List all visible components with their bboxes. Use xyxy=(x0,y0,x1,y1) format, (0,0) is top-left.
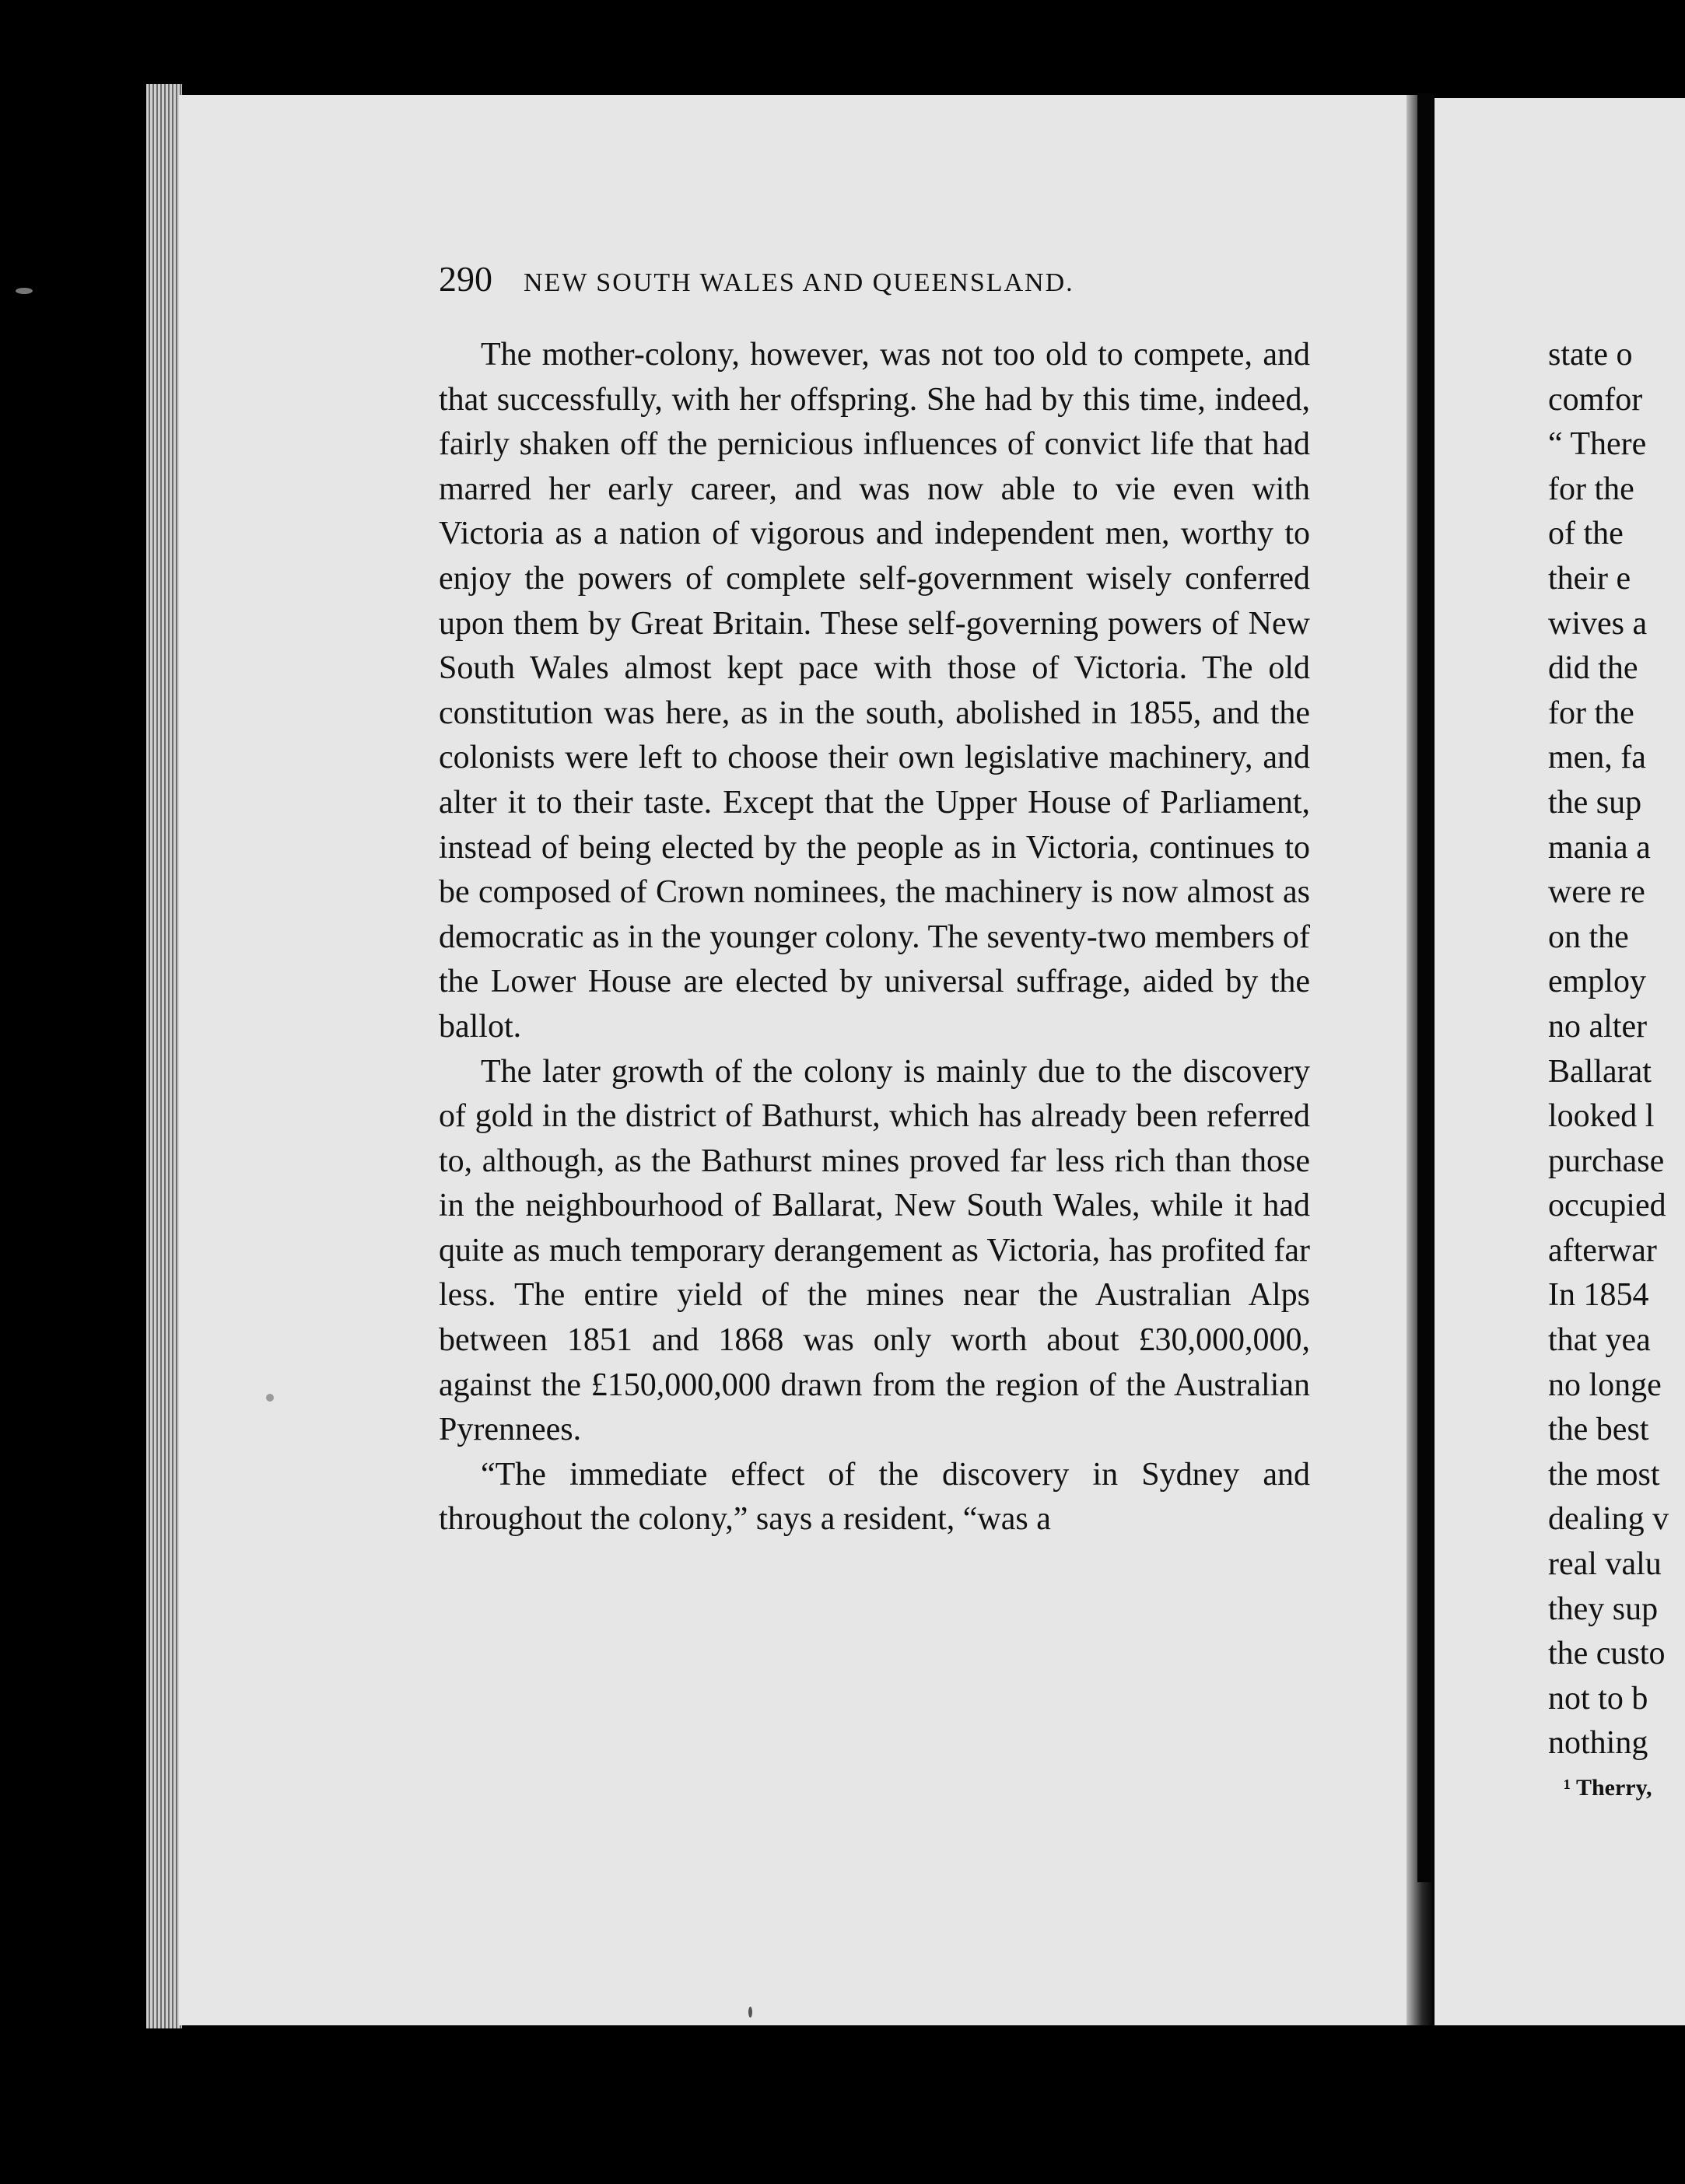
facing-footnote: ¹ Therry, xyxy=(1564,1775,1652,1801)
facing-line: for the xyxy=(1548,471,1634,507)
scan-speck xyxy=(16,288,33,294)
facing-line: the sup xyxy=(1548,784,1642,821)
body-text xyxy=(439,333,1310,1542)
scan-speck xyxy=(748,2007,752,2018)
facing-line: the custo xyxy=(1548,1636,1666,1672)
facing-line: “ There xyxy=(1548,426,1647,463)
facing-line: comfor xyxy=(1548,381,1643,418)
running-head-title: NEW SOUTH WALES AND QUEENSLAND. xyxy=(524,268,1074,297)
facing-line: looked l xyxy=(1548,1098,1655,1135)
facing-line: mania a xyxy=(1548,829,1651,866)
facing-line: afterwar xyxy=(1548,1232,1657,1269)
facing-line: real valu xyxy=(1548,1546,1662,1583)
facing-line: occupied xyxy=(1548,1188,1666,1224)
facing-line: not to b xyxy=(1548,1680,1648,1717)
facing-line: the most xyxy=(1548,1456,1660,1493)
facing-line: Ballarat xyxy=(1548,1053,1652,1090)
facing-line: dealing v xyxy=(1548,1501,1669,1538)
facing-line: that yea xyxy=(1548,1322,1651,1359)
facing-line: were re xyxy=(1548,874,1645,911)
facing-page-text xyxy=(1548,333,1685,1766)
facing-line: they sup xyxy=(1548,1591,1659,1627)
facing-line: In 1854 xyxy=(1548,1277,1649,1314)
facing-line: employ xyxy=(1548,964,1646,1000)
gutter-line xyxy=(1417,93,1431,1882)
scan-speck xyxy=(266,1394,274,1402)
facing-line: their e xyxy=(1548,560,1631,597)
facing-line: of the xyxy=(1548,516,1624,552)
page-edge-stack xyxy=(146,84,182,2028)
facing-line: wives a xyxy=(1548,605,1648,642)
facing-line: men, fa xyxy=(1548,740,1646,776)
facing-line: for the xyxy=(1548,695,1634,731)
facing-line: on the xyxy=(1548,919,1629,955)
facing-line: nothing xyxy=(1548,1725,1648,1762)
facing-line: state o xyxy=(1548,337,1633,373)
facing-line: no alter xyxy=(1548,1008,1648,1045)
paragraph: The mother-colony, however, was not too old to compete, and that successfully, with her offspring. She had by this time, indeed, fairly shaken off the pernicious influences of convict life that had marred her early career, and was now able to vie even with Victoria as a nation of vigorous and independent men, worthy to enjoy the powers of complete self-government wisely conferred upon them by Great Britain. These self-governing powers of New South Wales almost kept pace with those of Victoria. The old constitution was here, as in the south, abolished in 1855, and the colonists were left to choose their own legislative machinery, and alter it to their taste. Except that the Upper House of Parliament, instead of being elected by the people as in Victoria, continues to be composed of Crown nominees, the machinery is now almost as democratic as in the younger colony. The seventy-two members of the Lower House are elected by universal suffrage, aided by the ballot. xyxy=(439,337,1310,1045)
facing-line: the best xyxy=(1548,1412,1649,1448)
facing-line: did the xyxy=(1548,650,1638,687)
paragraph: The later growth of the colony is mainly due to the discovery of gold in the district of Bathurst, which has already been referred to, although, as the Bathurst mines proved far less rich than those in the neighbourhood of Ballarat, New South Wales, while it had quite as much temporary derangement as Victoria, has profited far less. The entire yield of the mines near the Australian Alps between 1851 and 1868 was only worth about £30,000,000, against the £150,000,000 drawn from the region of the Australian Pyrennees. xyxy=(439,1053,1310,1448)
running-head xyxy=(439,258,1310,313)
paragraph: “The immediate effect of the discovery in Sydney and throughout the colony,” says a resident, “was a xyxy=(439,1456,1310,1538)
page-number: 290 xyxy=(439,259,492,299)
facing-line: no longe xyxy=(1548,1367,1662,1403)
facing-line: purchase xyxy=(1548,1143,1665,1179)
